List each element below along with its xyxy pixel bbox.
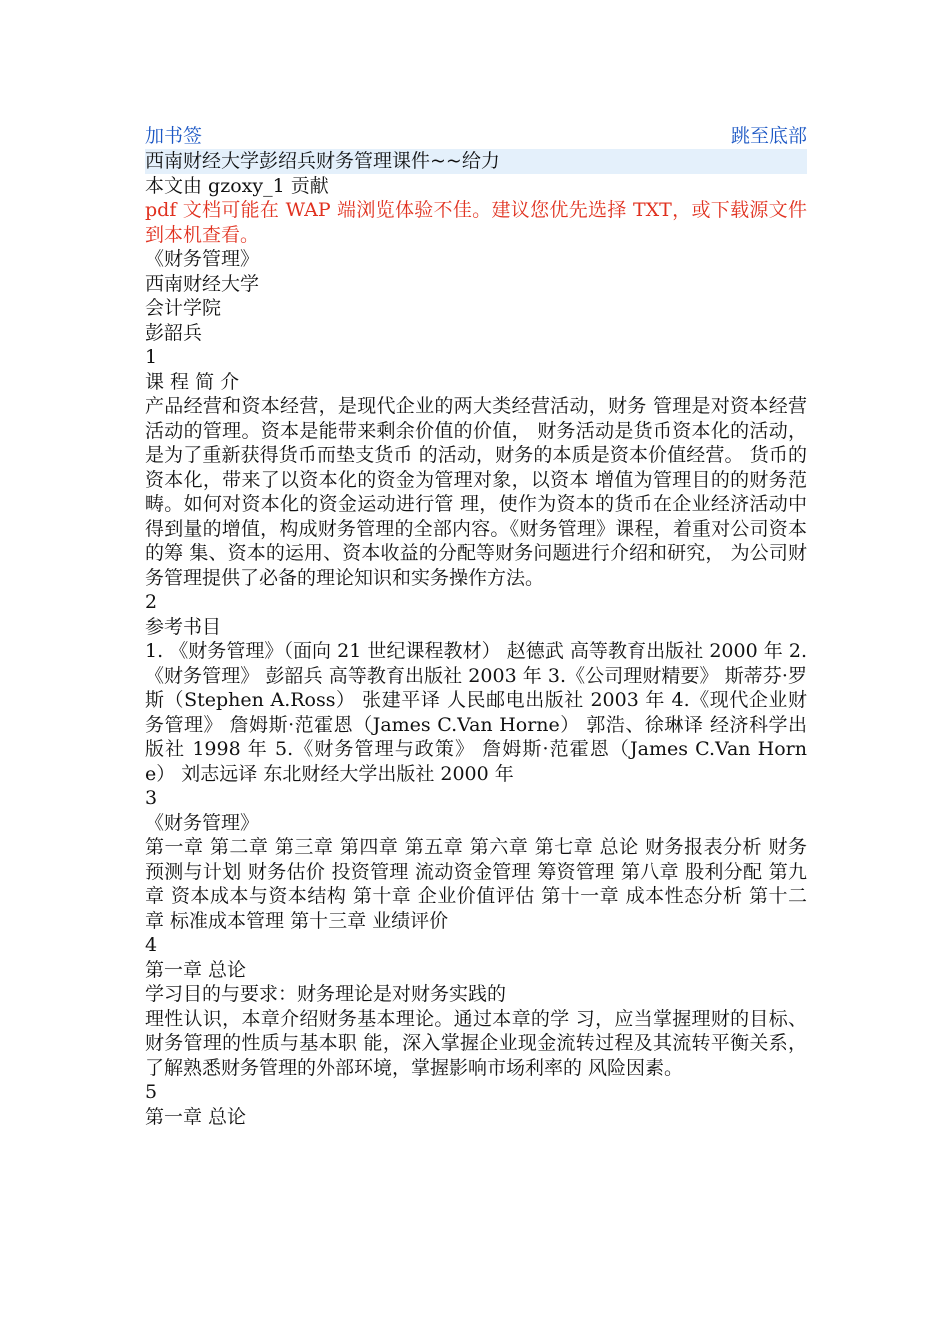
chapter-list-paragraph: 第一章 第二章 第三章 第四章 第五章 第六章 第七章 总论 财务报表分析 财务预测与计划 财务估价 投资管理 流动资金管理 筹资管理 第八章 股利分配 第九章 资本成本与资本结构 第十章 企业价值评估 第十一章 成本性态分析 第十二章 标准成本管理 第十三章 业绩评价: [145, 836, 807, 932]
cover-university: 西南财经大学: [145, 272, 260, 295]
objectives-lead-line: 学习目的与要求：财务理论是对财务实践的: [145, 983, 507, 1005]
references-paragraph: 1. 《财务管理》（面向 21 世纪课程教材） 赵德武 高等教育出版社 2000 年 2.《财务管理》 彭韶兵 高等教育出版社 2003 年 3.《公司理财精要》 斯蒂芬·罗斯（Stephen A.Ross） 张建平译 人民邮电出版社 2003 年 4.《现代企业财务管理》 詹姆斯·范霍恩（James C.Van Horne） 郭浩、徐琳译 经济科学出版社 1998 年 5.《财务管理与政策》 詹姆斯·范霍恩（James C.Van Horne） 刘志远译 东北财经大学出版社 2000 年: [145, 640, 807, 785]
format-notice: pdf 文档可能在 WAP 端浏览体验不佳。建议您优先选择 TXT，或下载源文件到本机查看。: [145, 199, 807, 246]
section-heading: 第一章 总论: [145, 958, 247, 981]
document-page: [145, 124, 807, 1129]
page-number: 5: [145, 1081, 158, 1103]
add-bookmark-link[interactable]: 加书签: [145, 125, 203, 147]
cover-author: 彭韶兵: [145, 321, 203, 344]
section-heading: 参考书目: [145, 615, 222, 638]
page-number: 2: [145, 591, 158, 613]
section-heading: 第一章 总论: [145, 1105, 247, 1128]
page-number: 4: [145, 934, 158, 956]
contributor-line: 本文由 gzoxy_1 贡献: [145, 174, 329, 197]
section-heading: 《财务管理》: [145, 811, 260, 834]
cover-title: 《财务管理》: [145, 248, 260, 270]
jump-to-bottom-link[interactable]: 跳至底部: [730, 125, 807, 147]
course-intro-paragraph: 产品经营和资本经营，是现代企业的两大类经营活动，财务 管理是对资本经营活动的管理。资本是能带来剩余价值的价值， 财务活动是货币资本化的活动，是为了重新获得货币而垫支货币 的活动，财务的本质是资本价值经营。 货币的资本化，带来了以资本化的资金为管理对象，以资本 增值为管理目的的财务范畴。如何对资本化的资金运动进行管 理，使作为资本的货币在企业经济活动中得到量的增值，构成财务管理的全部内容。《财务管理》课程，着重对公司资本的筹 集、资本的运用、资本收益的分配等财务问题进行介绍和研究， 为公司财务管理提供了必备的理论知识和实务操作方法。: [145, 395, 807, 589]
page-number: 3: [145, 787, 158, 809]
top-links-bar: [145, 124, 807, 149]
objectives-paragraph: 理性认识，本章介绍财务基本理论。通过本章的学 习，应当掌握理财的目标、财务管理的性质与基本职 能，深入掌握企业现金流转过程及其流转平衡关系， 了解熟悉财务管理的外部环境，掌握影响市场利率的 风险因素。: [145, 1007, 807, 1079]
cover-school: 会计学院: [145, 297, 222, 319]
section-heading: 课 程 简 介: [145, 370, 240, 393]
page-number: 1: [145, 346, 158, 368]
document-title: 西南财经大学彭绍兵财务管理课件~~给力: [145, 149, 807, 174]
